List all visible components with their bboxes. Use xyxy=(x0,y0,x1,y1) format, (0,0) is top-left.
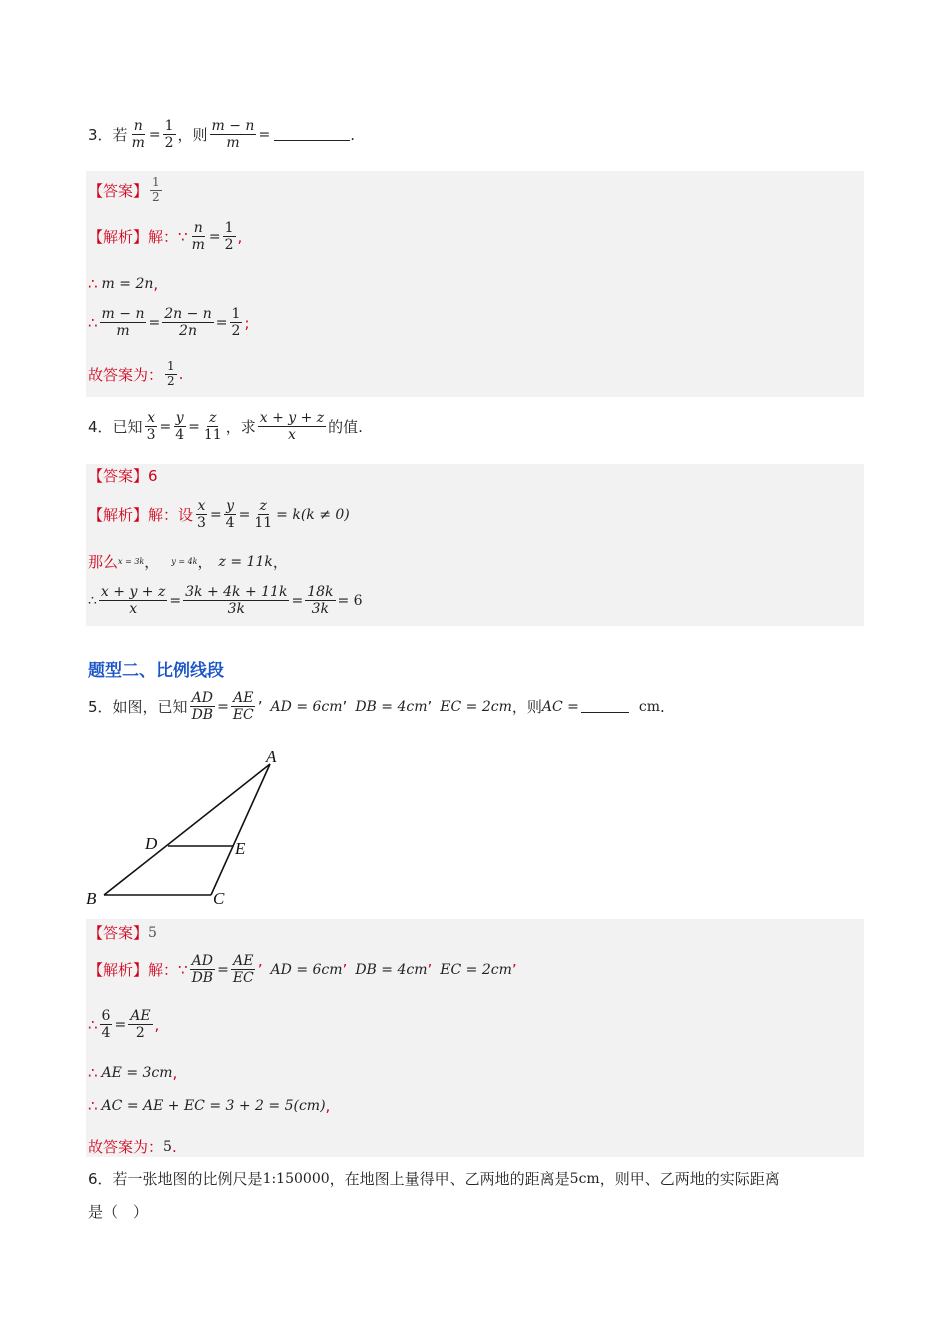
q5-line3-expr: AE = 3cm xyxy=(101,1065,173,1081)
q5-given3: EC = 2cm xyxy=(440,698,512,715)
q4-analysis-line2: 那么 x = 3k ， y = 4k ， z = 11k ， xyxy=(88,553,288,571)
q5-analysis-line3: ∴ AE = 3cm , xyxy=(88,1064,178,1082)
q5-unit: cm xyxy=(638,698,661,715)
q6-text1: 若一张地图的比例尺是 xyxy=(112,1170,263,1188)
triangle-figure xyxy=(80,742,290,912)
q6-text3: ，则甲、乙两地的实际距离 xyxy=(599,1170,780,1188)
eq-sign: = xyxy=(208,228,221,245)
q4-y-frac: $\frac{y}{4}$ xyxy=(175,410,185,444)
q4-number: 4． xyxy=(88,418,113,437)
q3-analysis-frac: $\frac{n}{m}$ xyxy=(191,220,205,254)
therefore-symbol: ∴ xyxy=(88,592,97,609)
eq-sign: = xyxy=(238,506,251,523)
q5-analysis-line4: ∴ AC = AE + EC = 3 + 2 = 5(cm) , xyxy=(88,1097,331,1115)
q3-line3-frac-b: $\frac{2n - n}{2n}$ xyxy=(164,306,212,340)
label-d: D xyxy=(145,834,158,853)
q5-given1: AD = 6cm xyxy=(270,698,343,715)
q5-conclusion-text: 故答案为： xyxy=(88,1138,164,1156)
q6-scale: 1:150000 xyxy=(262,1170,330,1187)
q4-z-val: z = 11k xyxy=(218,553,273,570)
eq-sign: = xyxy=(215,314,228,331)
section-title: 题型二、比例线段 xyxy=(88,661,224,681)
eq-sign: = xyxy=(159,418,172,435)
q5-text2: ，则 xyxy=(511,698,542,717)
side-ab xyxy=(104,764,270,895)
q6-text2: ，在地图上量得甲、乙两地的距离是 xyxy=(329,1170,570,1188)
q4-tail: 的值. xyxy=(328,418,363,437)
q6-text4: 是（ ） xyxy=(88,1203,149,1221)
q5-analysis-given2: DB = 4cm xyxy=(355,961,428,978)
q5-line2-frac-a: $\frac{6}{4}$ xyxy=(101,1008,111,1042)
because-symbol: ∵ xyxy=(178,227,188,246)
eq-sign: = xyxy=(217,698,229,715)
q5-analysis-line1: 【解析】解： ∵ $\frac{AD}{DB}$ = $\frac{AE}{EC}$ ’ AD = 6cm ’ DB = 4cm ’ EC = 2cm ’ xyxy=(88,953,517,987)
q3-conclusion: 故答案为： $\frac{1}{2}$ . xyxy=(88,359,184,388)
q4-analysis-z-frac: $\frac{z}{11}$ xyxy=(254,498,273,532)
q6-distance: 5cm xyxy=(569,1170,600,1187)
q5-analysis-given1: AD = 6cm xyxy=(270,961,343,978)
q4-analysis-x-frac: $\frac{x}{3}$ xyxy=(197,498,206,532)
therefore-symbol: ∴ xyxy=(88,313,98,332)
q4-z-frac: $\frac{z}{11}$ xyxy=(203,410,222,444)
q4-analysis-y-frac: $\frac{y}{4}$ xyxy=(225,498,235,532)
q5-conclusion-value: 5 xyxy=(163,1138,172,1155)
eq-sign: = xyxy=(114,1016,127,1033)
q5-line4-expr: AC = AE + EC = 3 + 2 = 5(cm) xyxy=(101,1098,326,1114)
q5-line2-frac-b: $\frac{AE}{2}$ xyxy=(130,1008,151,1042)
q3-then: ，则 xyxy=(177,126,208,145)
q6-stem-line2 xyxy=(88,1201,148,1222)
q4-then: 那么 xyxy=(88,553,119,571)
q3-ask-fraction: $\frac{m - n}{m}$ xyxy=(211,118,255,152)
q4-analysis-line1 xyxy=(88,498,350,531)
q3-analysis-line1: 【解析】解： ∵ $\frac{n}{m}$ = $\frac{1}{2}$ , xyxy=(88,220,243,254)
q6-number: 6． xyxy=(88,1170,113,1188)
q3-cond-fraction: $\frac{n}{m}$ xyxy=(131,118,145,152)
q3-answer-blank xyxy=(274,128,350,141)
q3-solution-panel xyxy=(86,171,864,397)
q3-eq-sign: = xyxy=(148,126,161,143)
q5-answer-value: 5 xyxy=(148,924,157,941)
q3-conclusion-text: 故答案为： xyxy=(88,365,164,384)
q3-line3-frac-a: $\frac{m - n}{m}$ xyxy=(101,306,145,340)
q3-if: 若 xyxy=(112,126,128,145)
q3-answer-tag: 【答案】 xyxy=(88,181,149,200)
q3-number: 3． xyxy=(88,126,113,145)
label-b: B xyxy=(86,889,97,908)
q3-analysis-rhs: $\frac{1}{2}$ xyxy=(224,220,234,254)
therefore-symbol: ∴ xyxy=(88,1015,98,1034)
q4-answer-value: 6 xyxy=(148,466,158,485)
q5-ae-frac: $\frac{AE}{EC}$ xyxy=(232,690,254,724)
q5-analysis-given3: EC = 2cm xyxy=(440,961,512,978)
side-ca xyxy=(211,764,270,895)
q3-conclusion-value: $\frac{1}{2}$ xyxy=(167,359,175,388)
eq-sign: = xyxy=(169,592,182,609)
eq-sign: = xyxy=(291,592,304,609)
q3-cond-rhs-fraction: $\frac{1}{2}$ xyxy=(164,118,174,152)
q4-answer xyxy=(88,465,158,486)
q4-result: = 6 xyxy=(337,592,363,609)
q4-x-val: x = 3k xyxy=(118,557,145,566)
q6-stem-line1 xyxy=(88,1168,780,1189)
therefore-symbol: ∴ xyxy=(88,1097,98,1115)
q3-answer-value: $\frac{1}{2}$ xyxy=(152,175,160,204)
q3-analysis-line2: ∴ m = 2n , xyxy=(88,275,159,293)
eq-sign: = xyxy=(217,961,229,978)
q5-analysis-ae-frac: $\frac{AE}{EC}$ xyxy=(232,953,254,987)
q4-sum-frac-c: $\frac{18k}{3k}$ xyxy=(307,584,334,618)
q3-answer xyxy=(88,176,164,205)
q5-analysis-ad-frac: $\frac{AD}{DB}$ xyxy=(191,953,214,987)
q4-y-val: y = 4k xyxy=(171,557,198,566)
q5-stem: 5． 如图，已知 $\frac{AD}{DB}$ = $\frac{AE}{EC}$ ’ AD = 6cm ’ DB = 4cm ’ EC = 2cm ，则 AC = cm . xyxy=(88,690,665,724)
therefore-symbol: ∴ xyxy=(88,1064,98,1082)
q5-analysis-line2: ∴ $\frac{6}{4}$ = $\frac{AE}{2}$ , xyxy=(88,1008,160,1042)
q3-end: . xyxy=(350,125,355,144)
q4-find: ，求 xyxy=(225,418,256,437)
q5-ask: AC = xyxy=(541,698,579,715)
q4-x-frac: $\frac{x}{3}$ xyxy=(146,410,156,444)
label-a: A xyxy=(266,747,277,766)
q3-stem xyxy=(88,118,355,151)
because-symbol: ∵ xyxy=(178,960,188,979)
q3-line2-expr: m = 2n xyxy=(101,276,154,292)
q4-analysis-line3 xyxy=(88,584,363,617)
q5-ad-frac: $\frac{AD}{DB}$ xyxy=(191,690,214,724)
q5-answer-tag: 【答案】 xyxy=(88,924,149,942)
q5-answer xyxy=(88,922,157,943)
eq-sign: = xyxy=(188,418,200,435)
q5-given2: DB = 4cm xyxy=(355,698,428,715)
q4-analysis-tag: 【解析】解：设 xyxy=(88,506,194,525)
q4-answer-tag: 【答案】 xyxy=(88,467,149,485)
q4-sum-frac-a: $\frac{x + y + z}{x}$ xyxy=(100,584,166,618)
q5-text1: 如图，已知 xyxy=(112,698,188,717)
therefore-symbol: ∴ xyxy=(88,275,98,293)
q5-number: 5． xyxy=(88,698,113,717)
q5-answer-blank xyxy=(581,700,629,713)
eq-sign: = xyxy=(209,506,222,523)
label-e: E xyxy=(235,839,246,858)
q3-ask-eq: = xyxy=(258,126,271,143)
q5-analysis-tag: 【解析】解： xyxy=(88,961,179,980)
q4-k-expr: = k(k ≠ 0) xyxy=(276,506,350,523)
label-c: C xyxy=(213,889,225,908)
q4-ask-frac: $\frac{x + y + z}{x}$ xyxy=(259,410,325,444)
q4-sum-frac-b: $\frac{3k + 4k + 11k}{3k}$ xyxy=(185,584,288,618)
q3-line3-frac-c: $\frac{1}{2}$ xyxy=(231,306,241,340)
q3-analysis-line3: ∴ $\frac{m - n}{m}$ = $\frac{2n - n}{2n}$ = $\frac{1}{2}$ ; xyxy=(88,306,250,340)
q4-given: 已知 xyxy=(112,418,143,437)
q5-conclusion: 故答案为： 5 . xyxy=(88,1137,177,1156)
q3-analysis-tag: 【解析】解： xyxy=(88,228,179,247)
q4-stem xyxy=(88,410,363,443)
eq-sign: = xyxy=(148,314,161,331)
